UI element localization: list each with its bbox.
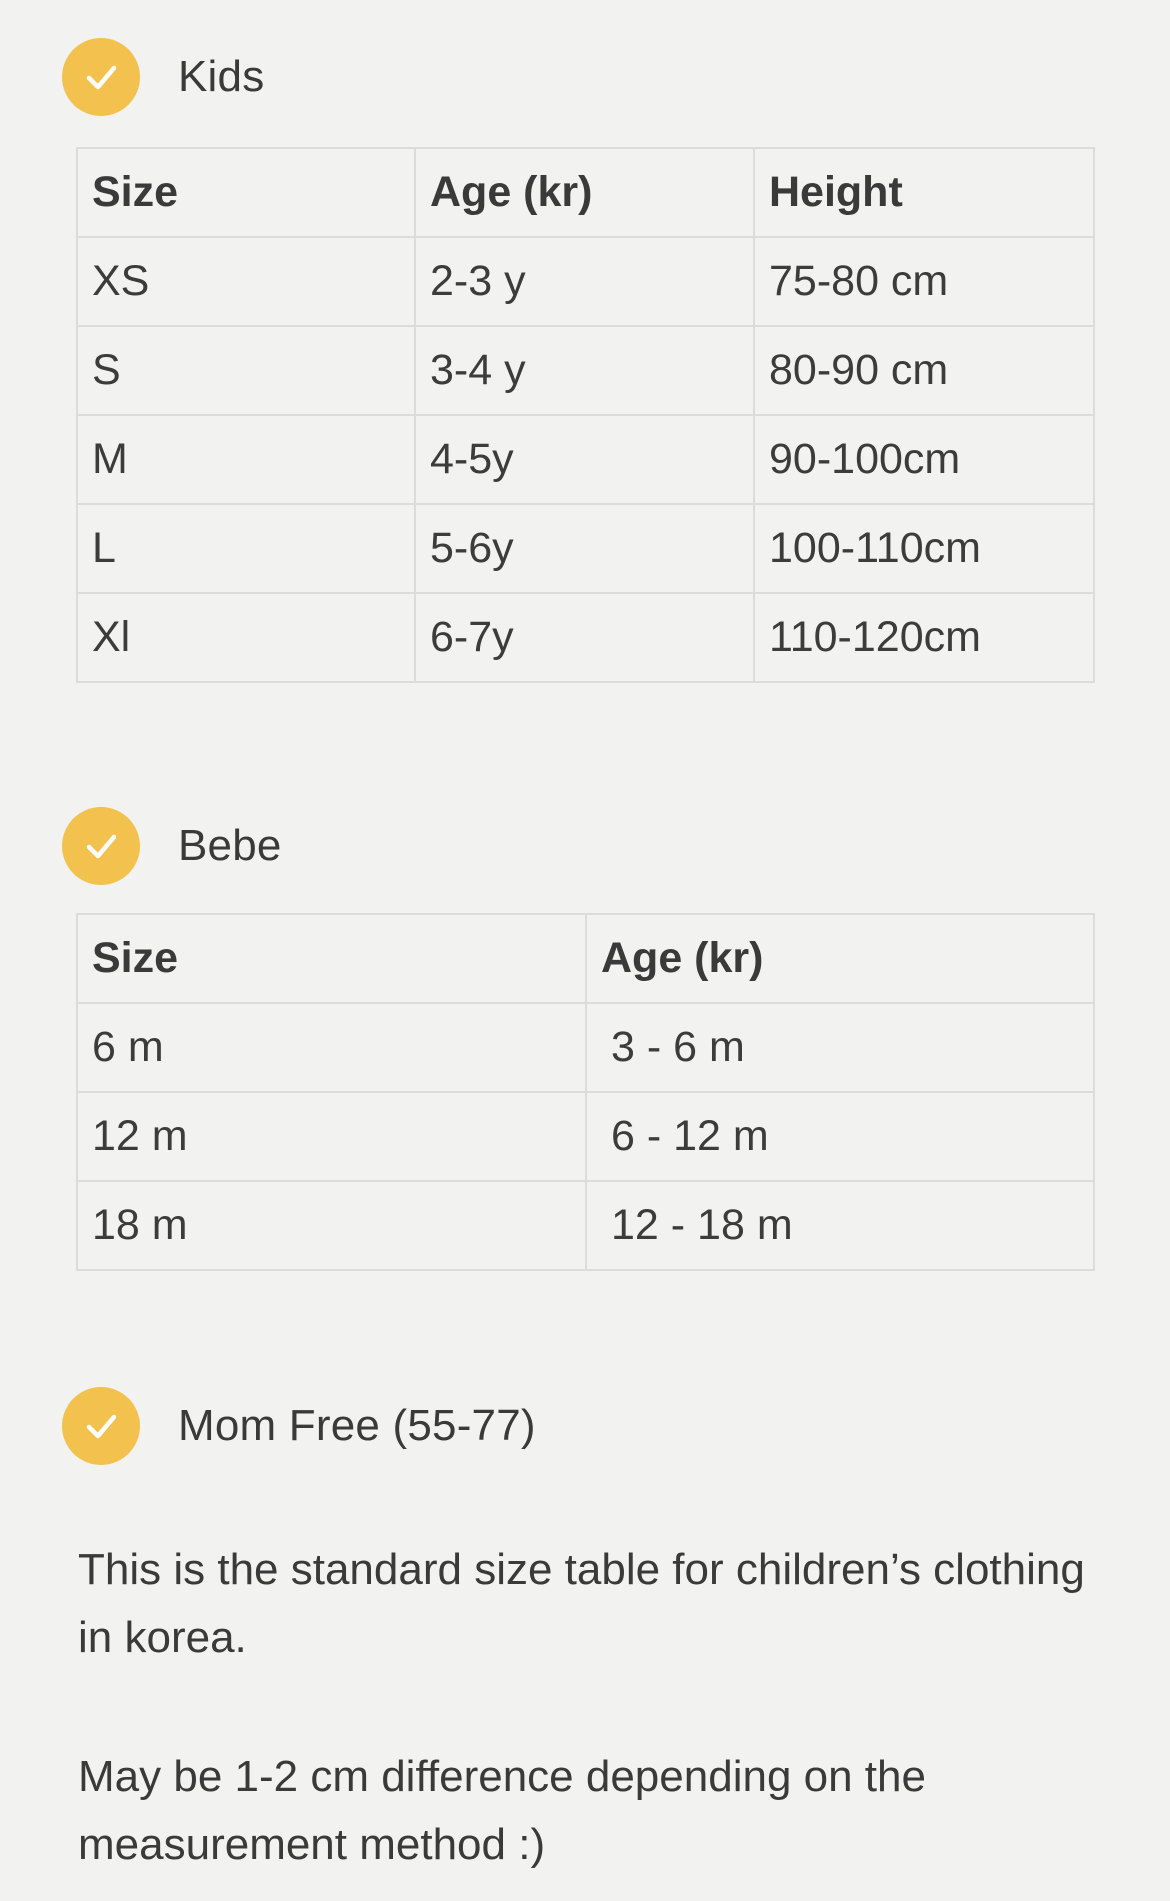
cell-size: 18 m — [77, 1181, 586, 1270]
measurement-difference-note: May be 1-2 cm difference depending on the measurement method :) — [78, 1752, 926, 1869]
header-size: Size — [77, 148, 415, 237]
bebe-size-table — [76, 913, 1095, 1271]
header-size: Size — [77, 914, 586, 1003]
table-row — [77, 237, 1094, 326]
table-row — [77, 1003, 1094, 1092]
mom-title: Mom Free (55-77) — [178, 1401, 536, 1450]
table-header-row — [77, 914, 1094, 1003]
header-age: Age (kr) — [415, 148, 754, 237]
table-row — [77, 1092, 1094, 1181]
header-age: Age (kr) — [586, 914, 1094, 1003]
cell-height: 75-80 cm — [754, 237, 1094, 326]
cell-age: 6-7y — [415, 593, 754, 682]
cell-age: 4-5y — [415, 415, 754, 504]
check-circle-icon — [62, 807, 140, 885]
cell-size: XS — [77, 237, 415, 326]
standard-size-note: This is the standard size table for children’s clothing in korea. — [78, 1545, 1085, 1662]
cell-age: 2-3 y — [415, 237, 754, 326]
check-circle-icon — [62, 1387, 140, 1465]
table-header-row — [77, 148, 1094, 237]
cell-size: 12 m — [77, 1092, 586, 1181]
cell-size: L — [77, 504, 415, 593]
cell-height: 100-110cm — [754, 504, 1094, 593]
mom-heading — [62, 1387, 536, 1465]
table-row — [77, 1181, 1094, 1270]
cell-size: Xl — [77, 593, 415, 682]
table-row — [77, 326, 1094, 415]
table-row — [77, 593, 1094, 682]
header-height: Height — [754, 148, 1094, 237]
cell-size: 6 m — [77, 1003, 586, 1092]
cell-age: 5-6y — [415, 504, 754, 593]
cell-height: 80-90 cm — [754, 326, 1094, 415]
bebe-heading — [62, 807, 282, 885]
cell-age: 3 - 6 m — [586, 1003, 1094, 1092]
cell-height: 90-100cm — [754, 415, 1094, 504]
cell-size: S — [77, 326, 415, 415]
cell-age: 12 - 18 m — [586, 1181, 1094, 1270]
table-row — [77, 415, 1094, 504]
cell-size: M — [77, 415, 415, 504]
cell-height: 110-120cm — [754, 593, 1094, 682]
bebe-title: Bebe — [178, 821, 282, 870]
table-row — [77, 504, 1094, 593]
kids-size-table — [76, 147, 1095, 683]
kids-heading — [62, 38, 264, 116]
cell-age: 3-4 y — [415, 326, 754, 415]
cell-age: 6 - 12 m — [586, 1092, 1094, 1181]
kids-title: Kids — [178, 52, 265, 101]
check-circle-icon — [62, 38, 140, 116]
